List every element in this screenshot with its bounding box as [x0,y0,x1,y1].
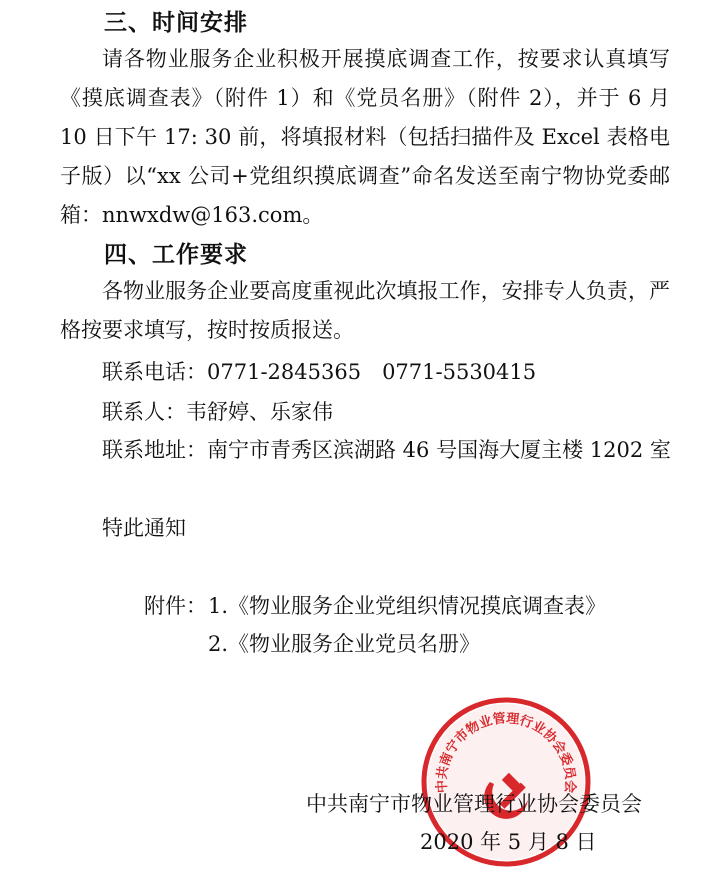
section-3-heading: 三、时间安排 [104,10,248,36]
contact-person: 联系人：韦舒婷、乐家伟 [102,400,333,424]
section-4-heading: 四、工作要求 [104,242,248,268]
seal-arc-text: 中共南宁市物业管理行业协会委员会 [434,711,578,794]
closing-text: 特此通知 [102,516,186,540]
attachment-item-2: 2.《物业服务企业党员名册》 [208,632,481,656]
contact-phone: 联系电话：0771-2845365 0771-5530415 [102,360,537,384]
contact-address: 联系地址：南宁市青秀区滨湖路 46 号国海大厦主楼 1202 室 [102,438,671,462]
attachment-item-1: 1.《物业服务企业党组织情况摸底调查表》 [208,594,607,618]
signature-organization: 中共南宁市物业管理行业协会委员会 [306,792,642,816]
section-4-paragraph: 各物业服务企业要高度重视此次填报工作，安排专人负责，严格按要求填写，按时按质报送。 [60,279,670,342]
signature-date: 2020 年 5 月 8 日 [420,830,597,854]
section-3-paragraph: 请各物业服务企业积极开展摸底调查工作，按要求认真填写《摸底调查表》（附件 1）和《党员名册》（附件 2），并于 6 月 10 日下午 17: 30 前，将填报材料（包括扫描件及 Excel 表格电子版）以“xx 公司+党组织摸底调查”命名发送至南宁物协党委邮箱：nnwxdw@163.com。 [60,47,670,227]
attachments-label: 附件： [144,594,207,618]
